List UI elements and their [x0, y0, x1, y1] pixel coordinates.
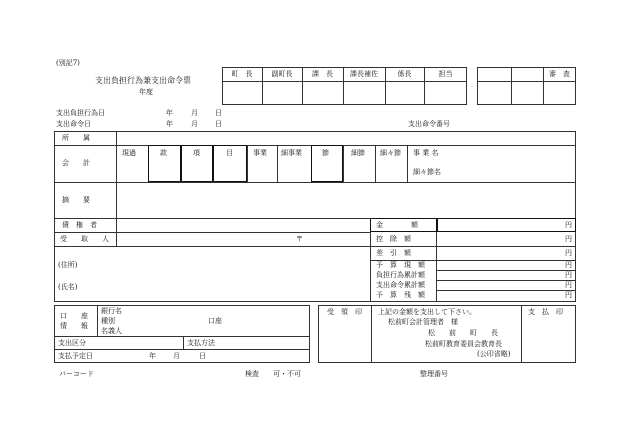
kou-label: 項 [193, 149, 200, 157]
payee-label: 受 取 人 [60, 235, 109, 243]
pay-due-label: 支払予定日 [58, 352, 93, 360]
form-title: 支出負担行為兼支出命令票 [95, 76, 191, 85]
row-line [54, 246, 370, 247]
budget-current-label: 予 算 現 額 [376, 261, 425, 269]
receipt-text-3: 松 前 町 長 [428, 329, 498, 337]
order-number-label: 支出命令番号 [408, 120, 450, 128]
amount-row-line [436, 280, 576, 281]
order-total-yen: 円 [565, 281, 572, 289]
order-year: 年 [166, 120, 173, 128]
kan-label: 款 [160, 149, 167, 157]
account-label: 会 計 [62, 159, 90, 167]
dept-label: 所 属 [62, 134, 90, 142]
receipt-text-4: 松前町教育委員会教育長 [425, 340, 502, 348]
pay-due-day: 日 [199, 352, 206, 360]
receipt-text-1: 上記の金額を支出して下さい。 [378, 308, 476, 316]
col-line [277, 145, 278, 182]
commit-total-yen: 円 [565, 271, 572, 279]
amount-row-line [436, 290, 576, 291]
manage-no-label: 整理番号 [420, 370, 448, 378]
pay-method-label: 支払方法 [187, 339, 215, 347]
order-day: 日 [215, 120, 222, 128]
label-col-line [116, 131, 117, 246]
net-label: 差 引 額 [376, 249, 411, 257]
commit-day: 日 [215, 109, 222, 117]
commit-total-label: 負担行為累計額 [376, 271, 425, 279]
net-yen: 円 [565, 249, 572, 257]
audit-divider [477, 81, 576, 82]
jigyo-label: 事業 [253, 149, 267, 157]
approval-staff: 担当 [438, 70, 453, 78]
amount-col-line [436, 232, 437, 302]
budget-current-yen: 円 [565, 261, 572, 269]
summary-label: 摘 要 [62, 196, 90, 204]
bank-account-label-1: 口 座 [60, 312, 88, 320]
jigyo-name-label: 事 業 名 [413, 149, 439, 157]
bank-col-line [97, 305, 98, 336]
pay-due-year: 年 [149, 352, 156, 360]
receipt-col-line [521, 305, 522, 363]
bank-koza-label: 口座 [208, 317, 222, 325]
approval-team-leader: 係長 [397, 70, 412, 78]
inspect-label: 検査 [245, 370, 259, 378]
deduction-label: 控 除 額 [376, 235, 411, 243]
col-line [343, 145, 344, 182]
col-line [407, 145, 408, 182]
genyo-label: 現過 [122, 149, 136, 157]
creditor-label: 債 権 者 [62, 221, 97, 229]
deduction-yen: 円 [565, 235, 572, 243]
order-date-label: 支出命令日 [56, 120, 91, 128]
form-id: (別記7) [56, 59, 80, 67]
name-label: (氏名) [58, 283, 78, 291]
amount-row-line [436, 270, 576, 271]
approval-mayor: 町 長 [231, 70, 253, 78]
row-line [54, 232, 370, 233]
bank-col-line [183, 336, 184, 349]
approval-deputy: 副町長 [271, 70, 293, 78]
year-label: 年度 [139, 88, 153, 96]
approval-divider [222, 81, 467, 82]
approval-assistant: 課長補佐 [350, 70, 378, 78]
bank-account-label-2: 情 報 [60, 322, 88, 330]
col-line [247, 145, 248, 182]
receipt-text-2: 松前町会計管理者 様 [388, 318, 458, 326]
pay-stamp-label: 支 払 印 [528, 308, 563, 316]
order-month: 月 [191, 120, 198, 128]
audit-col-line [511, 67, 512, 105]
receipt-text-5: (公印省略) [477, 350, 511, 358]
receipt-stamp-label: 受 領 印 [327, 308, 362, 316]
amount-row-line [370, 246, 576, 247]
postal-mark: 〒 [296, 235, 303, 243]
bank-name-label: 銀行名 [101, 307, 122, 315]
bank-holder-label: 名義人 [101, 327, 122, 335]
address-label: (住所) [58, 261, 78, 269]
pay-category-label: 支出区分 [58, 339, 86, 347]
col-line [375, 145, 376, 182]
order-total-label: 支出命令累計額 [376, 281, 425, 289]
commit-year: 年 [166, 109, 173, 117]
commit-date-label: 支出負担行為日 [56, 109, 105, 117]
setsu-label: 節 [322, 149, 329, 157]
amount-label: 金 額 [376, 221, 418, 229]
budget-remaining-yen: 円 [565, 291, 572, 299]
saijigyo-label: 細事業 [281, 149, 302, 157]
audit-label: 審 査 [549, 70, 570, 78]
bank-row-line [54, 336, 310, 337]
row-line [54, 182, 576, 183]
moku-label: 目 [226, 149, 233, 157]
barcode-label: バーコード [59, 370, 94, 378]
budget-remaining-label: 予 算 残 額 [376, 291, 425, 299]
saisaisetsu-name-label: 細々節名 [413, 168, 441, 176]
amount-yen: 円 [565, 221, 572, 229]
approval-section-chief: 課 長 [312, 70, 333, 78]
ok-ng-label: 可・不可 [273, 370, 301, 378]
bank-row-line [54, 349, 310, 350]
saisetsu-label: 細節 [351, 149, 365, 157]
commit-month: 月 [191, 109, 198, 117]
receipt-col-line [371, 305, 372, 363]
pay-due-month: 月 [173, 352, 180, 360]
amount-col-line [436, 218, 438, 232]
saisaisetsu-label: 細々節 [380, 149, 401, 157]
bank-type-label: 種別 [101, 317, 115, 325]
